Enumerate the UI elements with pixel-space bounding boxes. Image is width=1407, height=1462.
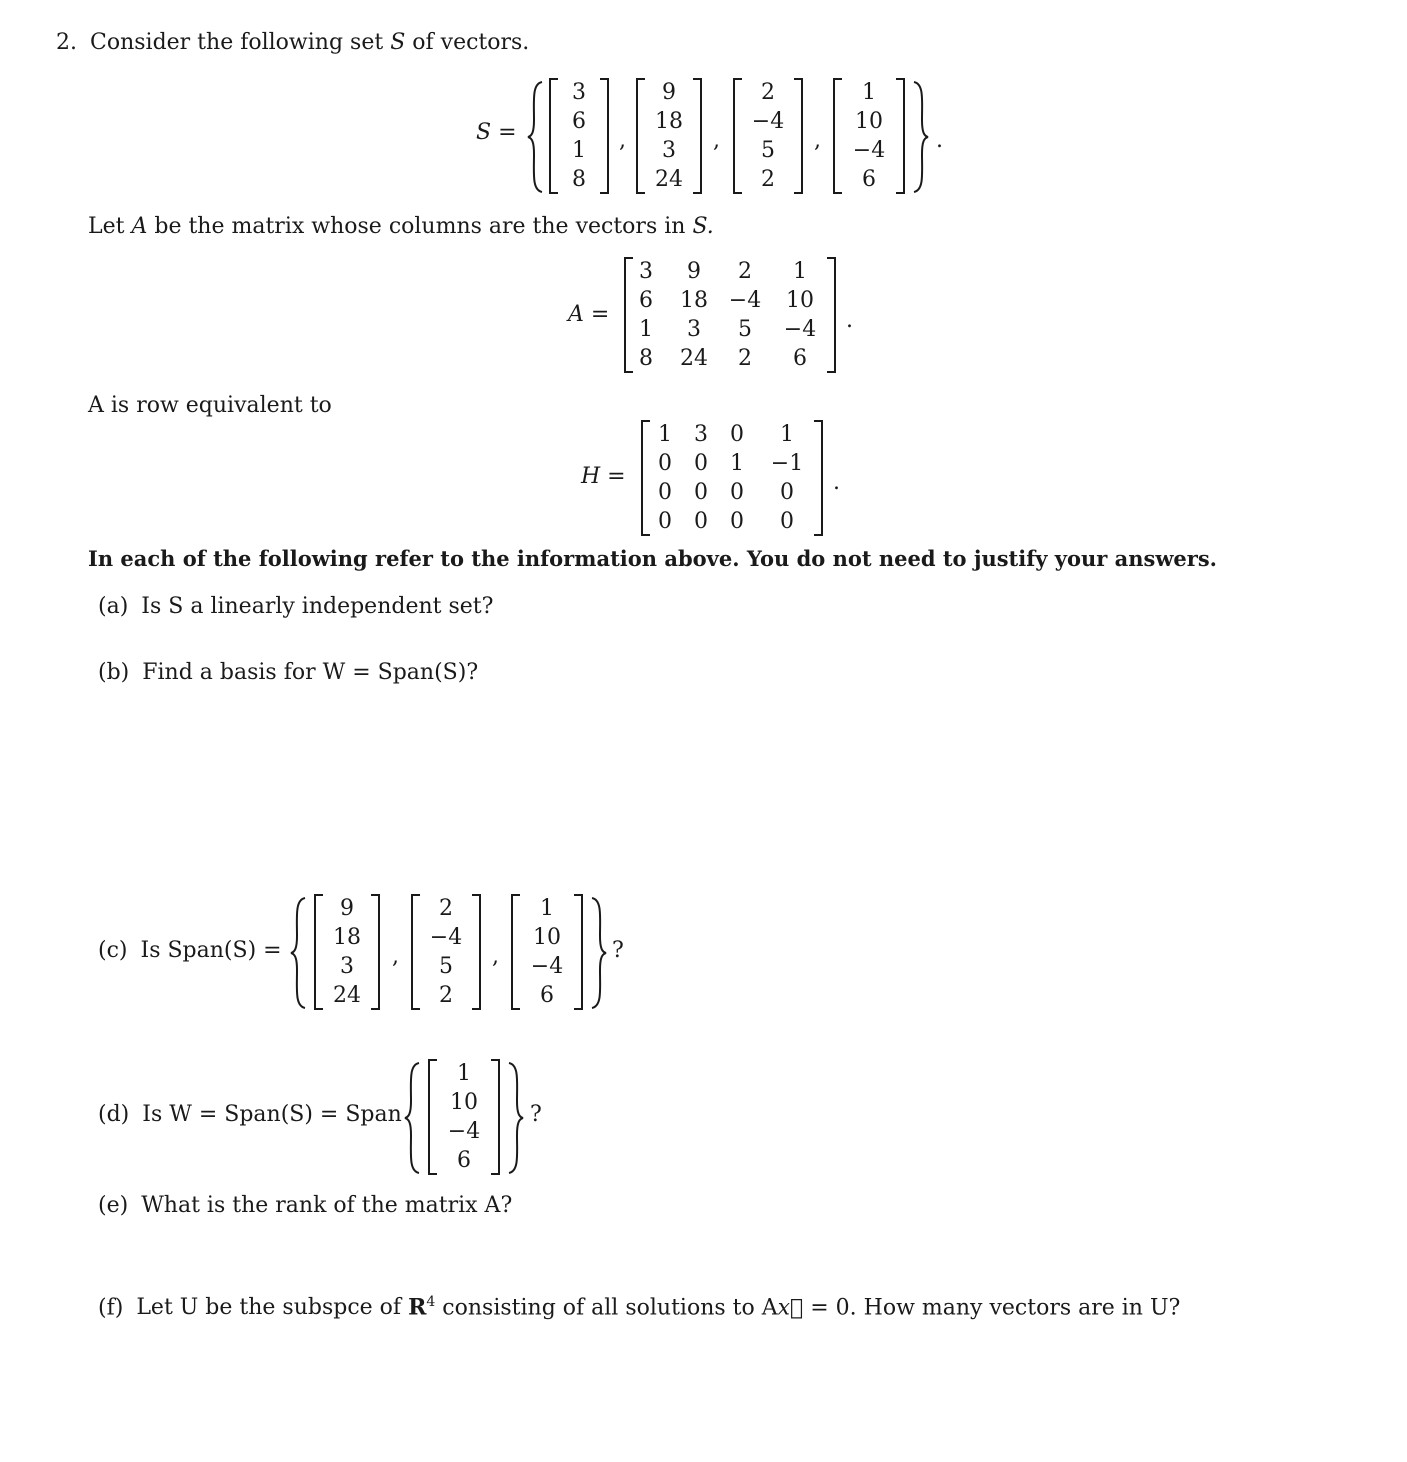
var-a: A xyxy=(131,214,148,239)
part-d-label: (d) xyxy=(98,1102,130,1127)
vector-entry: −4 xyxy=(530,954,564,979)
set-s-vector-2 xyxy=(636,78,702,194)
matrix-entry: 0 xyxy=(658,509,672,534)
part-f-field: R xyxy=(408,1294,427,1321)
vector-entry: 18 xyxy=(655,109,683,134)
vector-entry: 3 xyxy=(662,138,676,163)
part-f xyxy=(98,1294,1180,1320)
set-s-left-brace xyxy=(526,80,546,194)
part-c-left-brace xyxy=(289,896,309,1010)
matrix-a xyxy=(624,257,836,373)
part-f-vec-x: x⃗ xyxy=(777,1295,804,1321)
part-a-label: (a) xyxy=(98,594,129,619)
matrix-entry: 0 xyxy=(730,509,744,534)
matrix-h-label: H = xyxy=(581,464,626,489)
part-d xyxy=(98,1102,402,1127)
problem-number: 2. xyxy=(56,30,77,55)
part-d-vector-1 xyxy=(428,1059,500,1175)
part-c-right-brace xyxy=(590,896,610,1010)
part-b-label: (b) xyxy=(98,660,130,685)
part-c-vector-2 xyxy=(411,894,481,1010)
matrix-entry: 3 xyxy=(639,259,653,284)
set-s-right-brace xyxy=(912,80,932,194)
matrix-entry: 1 xyxy=(639,317,653,342)
part-f-text-2: consisting of all solutions to A xyxy=(442,1295,778,1321)
instructions: In each of the following refer to the information above. You do not need to justify your answers. xyxy=(88,546,1217,571)
matrix-entry: 5 xyxy=(738,317,752,342)
part-f-power: 4 xyxy=(426,1294,436,1310)
matrix-entry: 1 xyxy=(658,422,672,447)
part-c-vector-1 xyxy=(314,894,380,1010)
vector-entry: 9 xyxy=(340,896,354,921)
vector-entry: 10 xyxy=(855,109,883,134)
matrix-entry: 0 xyxy=(730,480,744,505)
part-c-question-mark: ? xyxy=(612,938,624,963)
vector-entry: 8 xyxy=(572,167,586,192)
part-c-text: Is Span(S) = xyxy=(140,938,282,963)
matrix-entry: 24 xyxy=(680,346,708,371)
vector-entry: 6 xyxy=(540,983,554,1008)
part-d-left-brace xyxy=(403,1061,423,1175)
set-s-label: S = xyxy=(476,120,517,145)
vector-entry: 2 xyxy=(439,983,453,1008)
problem-intro: Consider the following set xyxy=(90,30,384,55)
vector-entry: −4 xyxy=(852,138,886,163)
comma: , xyxy=(492,944,499,969)
set-s-vector-3 xyxy=(733,78,803,194)
vector-entry: 9 xyxy=(662,80,676,105)
part-d-right-brace xyxy=(507,1061,527,1175)
part-c xyxy=(98,938,282,963)
matrix-entry: 18 xyxy=(680,288,708,313)
problem-intro-end: of vectors. xyxy=(412,30,530,55)
matrix-entry: 8 xyxy=(639,346,653,371)
let-a-text: be the matrix whose columns are the vectors in xyxy=(154,214,686,239)
vector-entry: 2 xyxy=(761,80,775,105)
period: . xyxy=(936,128,943,153)
matrix-entry: 6 xyxy=(793,346,807,371)
matrix-h xyxy=(641,420,823,536)
comma: , xyxy=(392,944,399,969)
set-s-vector-4 xyxy=(833,78,905,194)
vector-entry: 3 xyxy=(340,954,354,979)
matrix-entry: 10 xyxy=(786,288,814,313)
period: . xyxy=(833,470,840,495)
vector-entry: 1 xyxy=(572,138,586,163)
matrix-a-label: A = xyxy=(568,302,610,327)
vector-entry: 5 xyxy=(761,138,775,163)
set-s-vector-1 xyxy=(549,78,609,194)
matrix-entry: 3 xyxy=(687,317,701,342)
matrix-entry: −1 xyxy=(770,451,804,476)
part-f-text-1: Let U be the subspce of xyxy=(136,1295,402,1321)
matrix-entry: 0 xyxy=(658,480,672,505)
let-a-line xyxy=(88,214,714,239)
vector-entry: 2 xyxy=(439,896,453,921)
part-e xyxy=(98,1193,512,1218)
part-e-label: (e) xyxy=(98,1193,129,1218)
matrix-entry: 0 xyxy=(780,509,794,534)
matrix-entry: 0 xyxy=(658,451,672,476)
part-f-label: (f) xyxy=(98,1295,124,1321)
part-c-label: (c) xyxy=(98,938,128,963)
matrix-entry: 6 xyxy=(639,288,653,313)
matrix-entry: 2 xyxy=(738,346,752,371)
matrix-entry: −4 xyxy=(783,317,817,342)
period: . xyxy=(846,308,853,333)
vector-entry: 24 xyxy=(333,983,361,1008)
vector-entry: 10 xyxy=(450,1090,478,1115)
part-d-question-mark: ? xyxy=(530,1102,542,1127)
part-c-vector-3 xyxy=(511,894,583,1010)
comma: , xyxy=(713,128,720,153)
vector-entry: 24 xyxy=(655,167,683,192)
vector-entry: 10 xyxy=(533,925,561,950)
matrix-entry: 1 xyxy=(780,422,794,447)
part-e-text: What is the rank of the matrix A? xyxy=(141,1193,513,1218)
vector-entry: 6 xyxy=(457,1148,471,1173)
comma: , xyxy=(619,128,626,153)
matrix-entry: 0 xyxy=(694,509,708,534)
matrix-entry: 1 xyxy=(730,451,744,476)
matrix-entry: −4 xyxy=(728,288,762,313)
matrix-entry: 2 xyxy=(738,259,752,284)
vector-entry: 1 xyxy=(540,896,554,921)
part-d-text: Is W = Span(S) = Span xyxy=(142,1102,402,1127)
problem-header xyxy=(56,30,529,55)
vector-entry: 1 xyxy=(457,1061,471,1086)
vector-entry: 18 xyxy=(333,925,361,950)
matrix-entry: 0 xyxy=(694,451,708,476)
matrix-entry: 9 xyxy=(687,259,701,284)
matrix-entry: 3 xyxy=(694,422,708,447)
vector-entry: 3 xyxy=(572,80,586,105)
vector-entry: 6 xyxy=(572,109,586,134)
matrix-entry: 0 xyxy=(694,480,708,505)
part-a xyxy=(98,594,493,619)
vector-entry: 1 xyxy=(862,80,876,105)
matrix-entry: 0 xyxy=(730,422,744,447)
vector-entry: 5 xyxy=(439,954,453,979)
matrix-entry: 1 xyxy=(793,259,807,284)
vector-entry: 6 xyxy=(862,167,876,192)
let-a-text: Let xyxy=(88,214,125,239)
problem-intro-var: S xyxy=(390,30,406,55)
part-f-text-3: = 0. How many vectors are in U? xyxy=(810,1295,1181,1321)
part-b xyxy=(98,660,478,685)
vector-entry: −4 xyxy=(447,1119,481,1144)
comma: , xyxy=(814,128,821,153)
vector-entry: 2 xyxy=(761,167,775,192)
part-b-text: Find a basis for W = Span(S)? xyxy=(142,660,479,685)
part-a-text: Is S a linearly independent set? xyxy=(141,594,494,619)
matrix-entry: 0 xyxy=(780,480,794,505)
vector-entry: −4 xyxy=(751,109,785,134)
vector-entry: −4 xyxy=(429,925,463,950)
row-equivalent-text: A is row equivalent to xyxy=(88,393,332,418)
var-s: S. xyxy=(692,214,714,239)
